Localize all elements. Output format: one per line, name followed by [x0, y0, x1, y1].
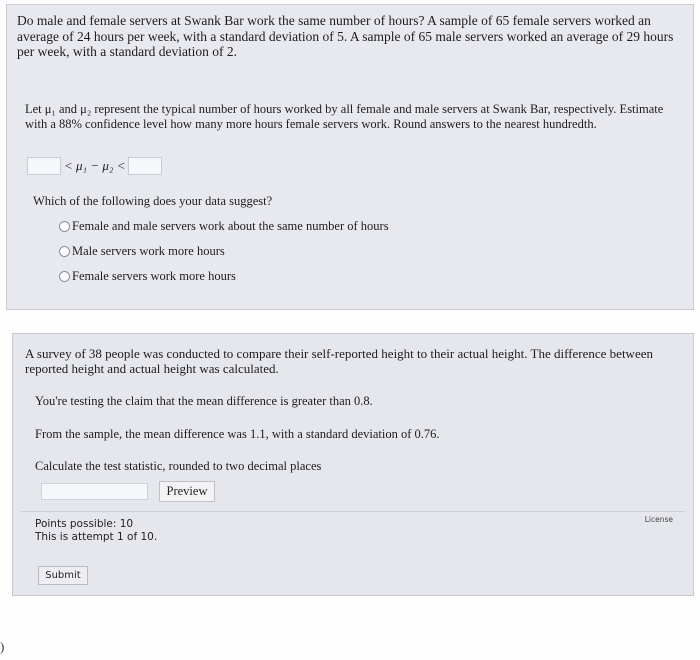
points-possible: Points possible: 10	[35, 518, 134, 530]
suggest-question: Which of the following does your data suggest?	[33, 194, 273, 208]
test-statistic-input[interactable]	[41, 483, 148, 500]
question-1-prompt: Do male and female servers at Swank Bar work the same number of hours? A sample of 65 female servers worked an average of 24 hours per week, with a standard deviation of 5. A sample of 65 male servers worked an average of 29 hours per week, with a standard deviation of 2.	[17, 13, 674, 59]
confidence-interval-row	[27, 155, 162, 177]
upper-bound-input[interactable]	[128, 157, 162, 175]
option-label: Female servers work more hours	[72, 269, 236, 283]
option-male-more[interactable]	[59, 244, 225, 259]
claim-text: You're testing the claim that the mean difference is greater than 0.8.	[35, 394, 373, 408]
question-2-prompt: A survey of 38 people was conducted to compare their self-reported height to their actual height. The difference between reported height and actual height was calculated.	[25, 346, 653, 376]
submit-button[interactable]: Submit	[38, 566, 88, 585]
points-info	[35, 518, 157, 544]
license-link[interactable]: License	[644, 515, 673, 524]
lower-bound-input[interactable]	[27, 157, 61, 175]
radio-button[interactable]	[59, 246, 70, 257]
question-panel-2	[12, 333, 694, 596]
sample-info-text: From the sample, the mean difference was 1.1, with a standard deviation of 0.76.	[35, 427, 440, 441]
radio-button[interactable]	[59, 221, 70, 232]
option-label: Female and male servers work about the same number of hours	[72, 219, 389, 233]
edge-paren: )	[0, 639, 5, 654]
attempt-info: This is attempt 1 of 10.	[35, 531, 158, 543]
option-same-hours[interactable]	[59, 219, 389, 234]
radio-button[interactable]	[59, 271, 70, 282]
interval-expression: < μ₁ − μ₂ <	[64, 158, 126, 173]
option-label: Male servers work more hours	[72, 244, 225, 258]
question-panel-1	[6, 4, 694, 310]
task-text: Calculate the test statistic, rounded to two decimal places	[35, 459, 322, 473]
option-female-more[interactable]	[59, 269, 236, 284]
question-1-instructions: Let μ₁ and μ₂ represent the typical number of hours worked by all female and male servers at Swank Bar, respectively. Estimate with a 88% confidence level how many more hours female servers work. Round answers to the nearest hundredth.	[25, 102, 664, 131]
preview-button[interactable]: Preview	[159, 481, 215, 502]
divider	[21, 511, 685, 512]
